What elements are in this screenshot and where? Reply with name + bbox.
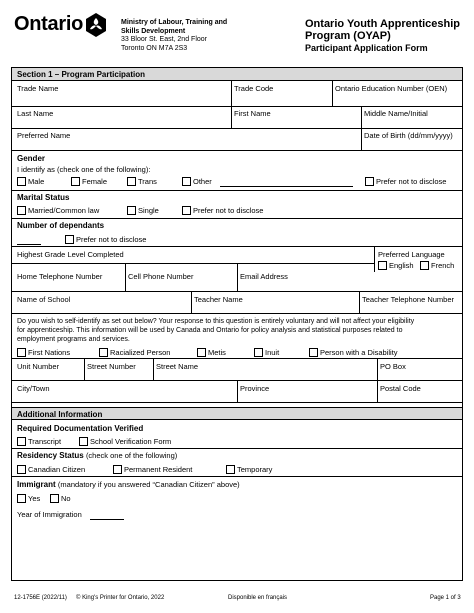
french-available: Disponible en français	[228, 595, 288, 601]
school-verification-label: School Verification Form	[90, 437, 172, 446]
disability-label: Person with a Disability	[320, 348, 398, 357]
self-identify-text-line3: employment programs and services.	[17, 336, 130, 343]
self-identify-text-line2: for apprenticeship. This information will be used by Canada and Ontario for policy analysis and statistical purposes related to	[17, 327, 403, 334]
temporary-checkbox[interactable]	[226, 465, 235, 474]
immigrant-no-label: No	[61, 494, 71, 503]
disability-checkbox[interactable]	[309, 348, 318, 357]
permanent-resident-label: Permanent Resident	[124, 465, 193, 474]
english-checkbox[interactable]	[378, 261, 387, 270]
transcript-label: Transcript	[28, 437, 62, 446]
school-verification-checkbox[interactable]	[79, 437, 88, 446]
dependants-prefer-not-label: Prefer not to disclose	[76, 235, 147, 244]
year-immigration-label: Year of Immigration	[17, 510, 82, 519]
year-immigration-input[interactable]	[90, 519, 124, 520]
form-title	[305, 18, 460, 54]
street-name-label: Street Name	[156, 362, 199, 371]
title-line1: Ontario Youth Apprenticeship	[305, 18, 461, 30]
section1-heading: Section 1 – Program Participation	[12, 68, 462, 81]
trade-code-label: Trade Code	[234, 84, 274, 93]
married-checkbox[interactable]	[17, 206, 26, 215]
male-label: Male	[28, 177, 45, 186]
french-checkbox[interactable]	[420, 261, 429, 270]
preferred-language-label: Preferred Language	[378, 250, 445, 259]
male-checkbox[interactable]	[17, 177, 26, 186]
gender-prefer-not-label: Prefer not to disclose	[376, 177, 447, 186]
dependants-heading: Number of dependants	[17, 221, 105, 230]
single-label: Single	[138, 206, 159, 215]
school-name-label: Name of School	[17, 295, 71, 304]
application-form	[11, 67, 463, 581]
dependants-input[interactable]	[17, 244, 41, 245]
first-name-label: First Name	[234, 109, 271, 118]
dependants-prefer-not-checkbox[interactable]	[65, 235, 74, 244]
preferred-name-label: Preferred Name	[17, 131, 71, 140]
form-subtitle: Participant Application Form	[305, 43, 428, 53]
citizen-checkbox[interactable]	[17, 465, 26, 474]
temporary-label: Temporary	[237, 465, 273, 474]
residency-note: (check one of the following)	[85, 451, 178, 460]
city-label: City/Town	[17, 384, 50, 393]
trade-name-label: Trade Name	[17, 84, 59, 93]
other-label: Other	[193, 177, 212, 186]
ontario-trillium-logo-icon	[84, 12, 108, 38]
ontario-logo-text: Ontario	[14, 13, 84, 35]
metis-label: Metis	[208, 348, 226, 357]
teacher-phone-label: Teacher Telephone Number	[362, 295, 455, 304]
trans-checkbox[interactable]	[127, 177, 136, 186]
self-identify-text-line1: Do you wish to self-identify as set out below? Your response to this question is entirely voluntary and will not affect your eligibility	[17, 318, 415, 325]
other-checkbox[interactable]	[182, 177, 191, 186]
docs-verified-heading: Required Documentation Verified	[17, 424, 144, 433]
home-phone-label: Home Telephone Number	[17, 272, 103, 281]
residency-heading-row	[17, 451, 177, 460]
po-box-label: PO Box	[380, 362, 406, 371]
english-label: English	[389, 261, 414, 270]
racialized-checkbox[interactable]	[99, 348, 108, 357]
female-label: Female	[82, 177, 108, 186]
title-line2: Program (OYAP)	[305, 30, 391, 42]
inuit-label: Inuit	[265, 348, 280, 357]
dob-label: Date of Birth (dd/mm/yyyy)	[364, 131, 453, 140]
page-number: Page 1 of 3	[430, 595, 461, 601]
form-number: 12-1756E (2022/11)	[14, 595, 67, 601]
married-label: Married/Common law	[28, 206, 100, 215]
street-number-label: Street Number	[87, 362, 136, 371]
grade-label: Highest Grade Level Completed	[17, 250, 124, 259]
ministry-block	[121, 19, 227, 53]
citizen-label: Canadian Citizen	[28, 465, 86, 474]
female-checkbox[interactable]	[71, 177, 80, 186]
marital-prefer-not-checkbox[interactable]	[182, 206, 191, 215]
unit-number-label: Unit Number	[17, 362, 60, 371]
email-label: Email Address	[240, 272, 288, 281]
residency-heading: Residency Status	[17, 451, 84, 460]
postal-code-label: Postal Code	[380, 384, 421, 393]
first-nations-label: First Nations	[28, 348, 71, 357]
additional-info-heading: Additional Information	[12, 407, 462, 420]
middle-name-label: Middle Name/Initial	[364, 109, 428, 118]
french-label: French	[431, 261, 455, 270]
other-gender-input[interactable]	[220, 186, 353, 187]
address-line2: Toronto ON M7A 2S3	[121, 44, 188, 52]
province-label: Province	[240, 384, 270, 393]
immigrant-no-checkbox[interactable]	[50, 494, 59, 503]
marital-heading: Marital Status	[17, 193, 70, 202]
marital-prefer-not-label: Prefer not to disclose	[193, 206, 264, 215]
ministry-name-line1: Ministry of Labour, Training and	[121, 19, 228, 26]
immigrant-note: (mandatory if you answered “Canadian Citizen” above)	[57, 480, 240, 489]
metis-checkbox[interactable]	[197, 348, 206, 357]
teacher-name-label: Teacher Name	[194, 295, 243, 304]
gender-prompt: I identify as (check one of the following):	[17, 165, 151, 174]
immigrant-heading: Immigrant	[17, 480, 56, 489]
address-line1: 33 Bloor St. East, 2nd Floor	[121, 36, 207, 44]
first-nations-checkbox[interactable]	[17, 348, 26, 357]
ministry-name-line2: Skills Development	[121, 27, 186, 35]
last-name-label: Last Name	[17, 109, 54, 118]
immigrant-heading-row	[17, 480, 240, 489]
trans-label: Trans	[138, 177, 157, 186]
inuit-checkbox[interactable]	[254, 348, 263, 357]
transcript-checkbox[interactable]	[17, 437, 26, 446]
racialized-label: Racialized Person	[110, 348, 171, 357]
immigrant-yes-checkbox[interactable]	[17, 494, 26, 503]
printer-credit: © King's Printer for Ontario, 2022	[76, 595, 165, 601]
gender-prefer-not-checkbox[interactable]	[365, 177, 374, 186]
gender-heading: Gender	[17, 154, 46, 163]
single-checkbox[interactable]	[127, 206, 136, 215]
immigrant-yes-label: Yes	[28, 494, 41, 503]
permanent-resident-checkbox[interactable]	[113, 465, 122, 474]
cell-phone-label: Cell Phone Number	[128, 272, 194, 281]
oen-label: Ontario Education Number (OEN)	[335, 84, 448, 93]
